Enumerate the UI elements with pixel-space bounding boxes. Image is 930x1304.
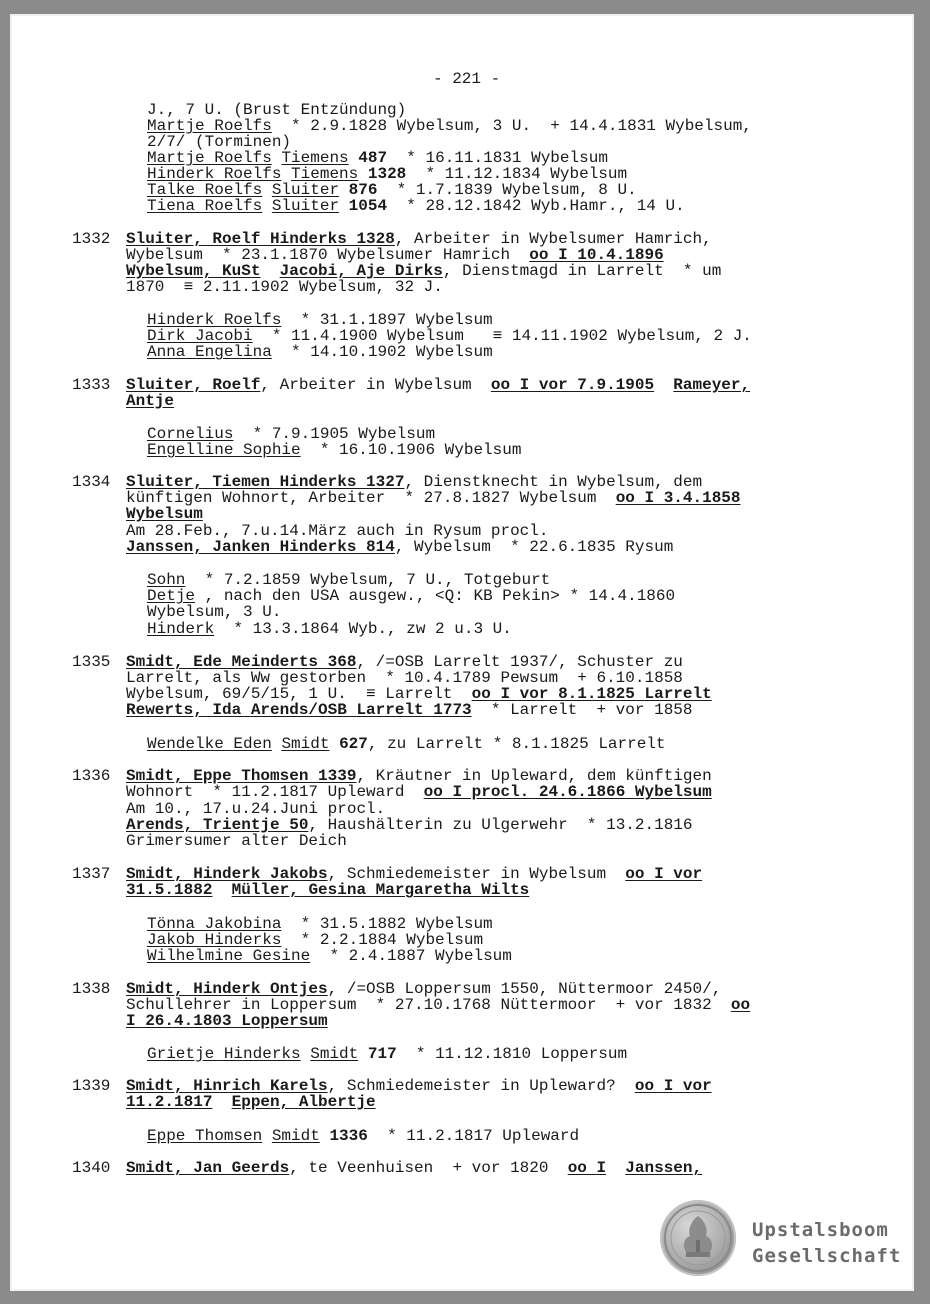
logo-line-2: Gesellschaft <box>752 1245 902 1267</box>
child-name: Engelline Sophie <box>147 441 301 459</box>
person-name: Smidt, Eppe Thomsen 1339 <box>126 767 357 785</box>
child-name: Dirk Jacobi <box>147 327 253 345</box>
entry-number: 1335 <box>72 653 111 671</box>
spouse-name: Rameyer, <box>673 376 751 394</box>
society-logo-text <box>752 1217 901 1269</box>
spouse-details: , Dienstmagd in Larrelt * um <box>442 262 722 280</box>
person-name: Smidt, Hinrich Karels <box>126 1077 328 1095</box>
person-details: Wybelsum * 23.1.1870 Wybelsumer Hamrich <box>126 246 530 264</box>
entry-line <box>126 393 174 409</box>
entry-number: 1334 <box>72 473 111 491</box>
child-ref: 1054 <box>348 197 388 215</box>
child-details: * 28.12.1842 Wyb.Hamr., 14 U. <box>387 197 685 215</box>
spacer <box>212 881 231 899</box>
entry-line: Larrelt, als Ww gestorben * 10.4.1789 Pewsum + 6.10.1858 <box>126 669 683 687</box>
entry-line <box>126 768 712 784</box>
person-name: Smidt, Hinderk Jakobs <box>126 865 328 883</box>
spouse-name: Jacobi, Aje Dirks <box>279 262 443 280</box>
marriage-place: Wybelsum, KuSt <box>126 262 261 280</box>
marriage-record: oo I vor <box>634 1077 712 1095</box>
spouse-name: Eppen, Albertje <box>231 1093 376 1111</box>
child-line <box>147 948 512 964</box>
person-details: , te Veenhuisen + vor 1820 <box>289 1159 568 1177</box>
child-details: * 11.12.1810 Loppersum <box>396 1045 628 1063</box>
entry-line <box>126 981 721 997</box>
person-details: , /=OSB Loppersum 1550, Nüttermoor 2450/, <box>327 980 722 998</box>
child-line <box>147 572 550 588</box>
child-line <box>147 426 435 442</box>
child-ref: 717 <box>367 1045 397 1063</box>
child-given-name: Tiena Roelfs <box>147 197 263 215</box>
text-line: J., 7 U. (Brust Entzündung) <box>147 101 407 119</box>
person-details: , Schmiedemeister in Upleward? <box>327 1077 635 1095</box>
spouse-name: Arends, Trientje 50 <box>126 816 309 834</box>
child-details: * 7.2.1859 Wybelsum, 7 U., Totgeburt <box>185 571 551 589</box>
child-name: Cornelius <box>147 425 234 443</box>
child-details: , zu Larrelt * 8.1.1825 Larrelt <box>367 735 666 753</box>
child-line <box>147 621 512 637</box>
child-details: * 2.9.1828 Wybelsum, 3 U. + 14.4.1831 Wybelsum, <box>271 117 752 135</box>
spacer <box>606 1159 625 1177</box>
child-line <box>147 182 637 198</box>
entry-line: Am 10., 17.u.24.Juni procl. <box>126 800 386 818</box>
child-details: * 1.7.1839 Wybelsum, 8 U. <box>377 181 637 199</box>
entry-line <box>126 247 664 263</box>
person-name: Sluiter, Tiemen Hinderks 1327 <box>126 473 405 491</box>
child-line: Wybelsum, 3 U. <box>147 603 282 621</box>
spacer <box>654 376 673 394</box>
person-details: , /=OSB Larrelt 1937/, Schuster zu <box>356 653 683 671</box>
logo-line-1: Upstalsboom <box>752 1219 889 1241</box>
child-given-name: Eppe Thomsen <box>147 1127 263 1145</box>
person-details: , Dienstknecht in Wybelsum, dem <box>404 473 703 491</box>
marriage-record: oo I procl. 24.6.1866 Wybelsum <box>423 783 712 801</box>
child-details: * 7.9.1905 Wybelsum <box>233 425 436 443</box>
child-line <box>147 916 493 932</box>
page-number: - 221 - <box>433 70 501 88</box>
spouse-name: Janssen, <box>625 1159 703 1177</box>
spouse-name: Antje <box>126 392 175 410</box>
child-details: * 13.3.1864 Wyb., zw 2 u.3 U. <box>214 620 512 638</box>
society-seal-icon <box>660 1200 736 1276</box>
spouse-name: Rewerts, Ida Arends/OSB Larrelt 1773 <box>126 701 472 719</box>
entry-line <box>126 490 741 506</box>
entry-number: 1340 <box>72 1159 111 1177</box>
entry-line <box>126 866 702 882</box>
entry-line <box>126 377 750 393</box>
entry-line <box>126 539 673 555</box>
entry-line <box>126 817 693 833</box>
spouse-name: Müller, Gesina Margaretha Wilts <box>231 881 530 899</box>
entry-line <box>126 231 712 247</box>
entry-number: 1336 <box>72 767 111 785</box>
child-details: * 11.4.1900 Wybelsum ≡ 14.11.1902 Wybelsum, 2 J. <box>252 327 752 345</box>
entry-line <box>126 654 683 670</box>
child-name: Detje <box>147 587 196 605</box>
entry-line: 1870 ≡ 2.11.1902 Wybelsum, 32 J. <box>126 278 443 296</box>
child-details: * 16.11.1831 Wybelsum <box>387 149 608 167</box>
child-ref: 1328 <box>367 165 407 183</box>
person-name: Smidt, Jan Geerds <box>126 1159 290 1177</box>
marriage-record: oo I vor 8.1.1825 Larrelt <box>471 685 712 703</box>
child-given-name: Grietje Hinderks <box>147 1045 301 1063</box>
child-name: Sohn <box>147 571 186 589</box>
entry-line <box>126 1094 376 1110</box>
marriage-record: oo I 10.4.1896 <box>529 246 664 264</box>
person-details: Schullehrer in Loppersum * 27.10.1768 Nüttermoor + vor 1832 <box>126 996 731 1014</box>
entry-number: 1333 <box>72 376 111 394</box>
child-details: * 2.4.1887 Wybelsum <box>310 947 512 965</box>
person-name: Sluiter, Roelf <box>126 376 261 394</box>
child-line <box>147 198 685 214</box>
child-line <box>147 118 752 134</box>
entry-line <box>126 686 712 702</box>
child-surname: Sluiter <box>271 181 340 199</box>
entry-number: 1339 <box>72 1077 111 1095</box>
person-name: Smidt, Ede Meinderts 368 <box>126 653 357 671</box>
person-details: , Arbeiter in Wybelsumer Hamrich, <box>394 230 712 248</box>
spacer <box>212 1093 231 1111</box>
child-name: Hinderk <box>147 620 215 638</box>
child-details: * 11.12.1834 Wybelsum <box>406 165 628 183</box>
entry-line <box>126 1013 328 1029</box>
person-details: künftigen Wohnort, Arbeiter * 27.8.1827 Wybelsum <box>126 489 616 507</box>
child-name: Anna Engelina <box>147 343 272 361</box>
child-details: * 11.2.1817 Upleward <box>367 1127 580 1145</box>
child-surname: Smidt <box>310 1045 359 1063</box>
entry-number: 1332 <box>72 230 111 248</box>
child-line <box>147 1128 579 1144</box>
person-name: Sluiter, Roelf Hinderks 1328 <box>126 230 395 248</box>
marriage-date: 31.5.1882 <box>126 881 213 899</box>
marriage-date: 11.2.1817 <box>126 1093 213 1111</box>
child-surname: Smidt <box>281 735 330 753</box>
child-given-name: Talke Roelfs <box>147 181 263 199</box>
child-details: * 31.1.1897 Wybelsum <box>281 311 493 329</box>
marriage-record: I 26.4.1803 Loppersum <box>126 1012 328 1030</box>
entry-line: Grimersumer alter Deich <box>126 832 347 850</box>
child-line <box>147 1046 627 1062</box>
spouse-details: * Larrelt + vor 1858 <box>471 701 693 719</box>
marriage-record: oo <box>730 996 751 1014</box>
entry-line <box>126 702 693 718</box>
person-details: Wybelsum, 69/5/15, 1 U. ≡ Larrelt <box>126 685 472 703</box>
child-details: * 14.10.1902 Wybelsum <box>271 343 493 361</box>
child-line <box>147 736 666 752</box>
child-name: Tönna Jakobina <box>147 915 282 933</box>
entry-line <box>126 882 529 898</box>
child-name: Hinderk Roelfs <box>147 311 282 329</box>
entry-line <box>126 784 712 800</box>
text-line: 2/7/ (Torminen) <box>147 133 292 151</box>
child-line <box>147 312 493 328</box>
entry-line <box>126 1160 702 1176</box>
child-details: * 31.5.1882 Wybelsum <box>281 915 493 933</box>
child-line <box>147 328 752 344</box>
entry-number: 1337 <box>72 865 111 883</box>
child-line <box>147 932 483 948</box>
child-name: Martje Roelfs <box>147 117 272 135</box>
entry-line <box>126 474 702 490</box>
child-details: , nach den USA ausgew., <Q: KB Pekin> * 14.4.1860 <box>195 587 676 605</box>
child-name: Jakob Hinderks <box>147 931 282 949</box>
entry-line <box>126 263 721 279</box>
child-line <box>147 150 608 166</box>
spouse-details: , Wybelsum * 22.6.1835 Rysum <box>394 538 674 556</box>
marriage-record: oo I vor 7.9.1905 <box>490 376 655 394</box>
child-given-name: Martje Roelfs <box>147 149 272 167</box>
child-details: * 2.2.1884 Wybelsum <box>281 931 484 949</box>
child-surname: Smidt <box>271 1127 320 1145</box>
entry-number: 1338 <box>72 980 111 998</box>
person-name: Smidt, Hinderk Ontjes <box>126 980 328 998</box>
child-line <box>147 344 493 360</box>
person-details: Wohnort * 11.2.1817 Upleward <box>126 783 424 801</box>
entry-line <box>126 1078 712 1094</box>
person-details: , Arbeiter in Wybelsum <box>260 376 491 394</box>
child-ref: 487 <box>358 149 388 167</box>
child-ref: 627 <box>339 735 368 753</box>
child-surname: Tiemens <box>281 149 349 167</box>
child-surname: Sluiter <box>271 197 340 215</box>
child-given-name: Hinderk Roelfs <box>147 165 282 183</box>
marriage-record: oo I 3.4.1858 <box>615 489 741 507</box>
child-ref: 1336 <box>329 1127 368 1145</box>
child-line <box>147 588 675 604</box>
child-line <box>147 442 521 458</box>
child-given-name: Wendelke Eden <box>147 735 272 753</box>
entry-line: Am 28.Feb., 7.u.14.März auch in Rysum procl. <box>126 522 549 540</box>
marriage-record: oo I vor <box>625 865 703 883</box>
child-ref: 876 <box>348 181 378 199</box>
spouse-name: Janssen, Janken Hinderks 814 <box>126 538 395 556</box>
child-line <box>147 166 627 182</box>
marriage-record: oo I <box>567 1159 607 1177</box>
person-details: , Schmiedemeister in Wybelsum <box>327 865 626 883</box>
child-name: Wilhelmine Gesine <box>147 947 311 965</box>
marriage-place: Wybelsum <box>126 505 203 523</box>
entry-line <box>126 997 750 1013</box>
entry-line <box>126 506 203 522</box>
child-surname: Tiemens <box>291 165 359 183</box>
spouse-details: , Haushälterin zu Ulgerwehr * 13.2.1816 <box>308 816 693 834</box>
person-details: , Kräutner in Upleward, dem künftigen <box>356 767 712 785</box>
child-details: * 16.10.1906 Wybelsum <box>300 441 522 459</box>
